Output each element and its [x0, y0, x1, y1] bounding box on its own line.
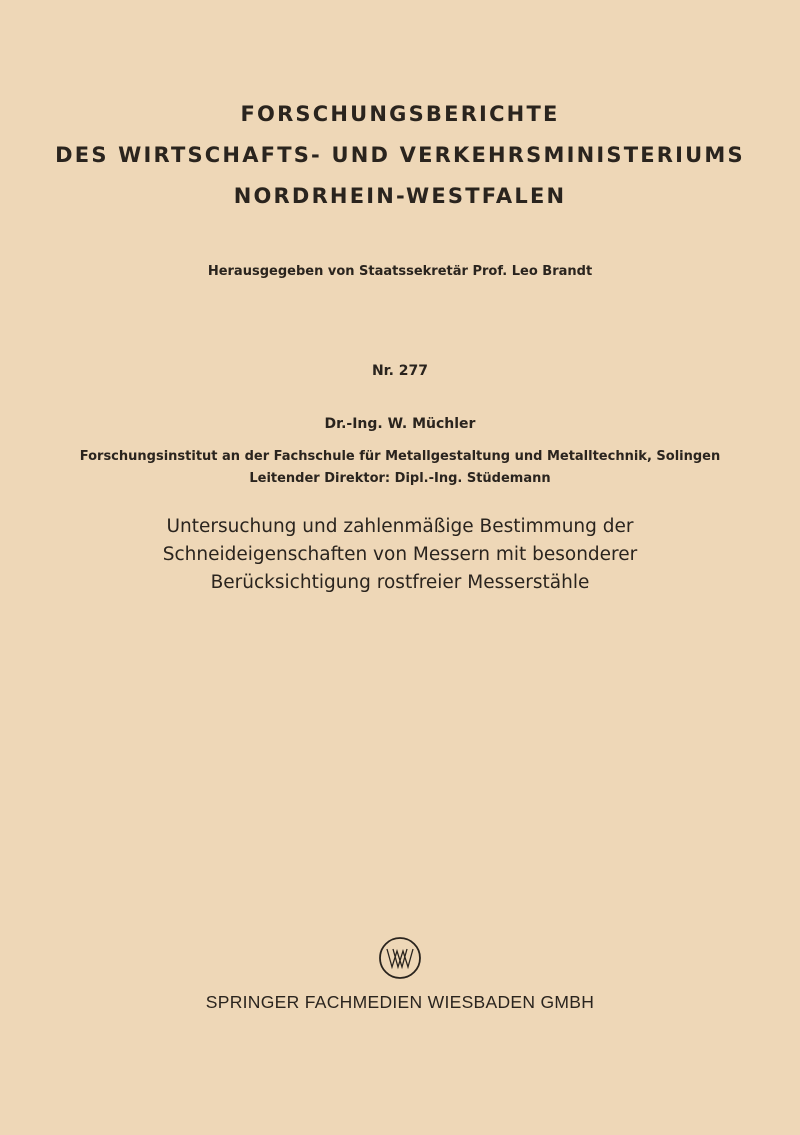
series-title-line-1: FORSCHUNGSBERICHTE: [240, 102, 560, 126]
report-number: Nr. 277: [371, 363, 429, 379]
book-title-line-1: Untersuchung und zahlenmäßige Bestimmung der: [166, 516, 634, 537]
publisher-name: SPRINGER FACHMEDIEN WIESBADEN GMBH: [205, 992, 595, 1012]
book-title-line-3: Berücksichtigung rostfreier Messerstähle: [210, 572, 590, 593]
book-title-line-2: Schneideigenschaften von Messern mit besonderer: [162, 544, 638, 565]
institute-line-1: Forschungsinstitut an der Fachschule für Metallgestaltung und Metalltechnik, Solingen: [79, 449, 721, 464]
author: Dr.-Ing. W. Müchler: [324, 416, 476, 432]
series-title-line-3: NORDRHEIN-WESTFALEN: [233, 184, 567, 208]
publisher-logo-icon: [378, 936, 422, 980]
series-title-line-2: DES WIRTSCHAFTS- UND VERKEHRSMINISTERIUMS: [55, 143, 745, 167]
institute-line-2: Leitender Direktor: Dipl.-Ing. Stüdemann: [249, 471, 551, 486]
editor-line: Herausgegeben von Staatssekretär Prof. Leo Brandt: [207, 264, 593, 279]
